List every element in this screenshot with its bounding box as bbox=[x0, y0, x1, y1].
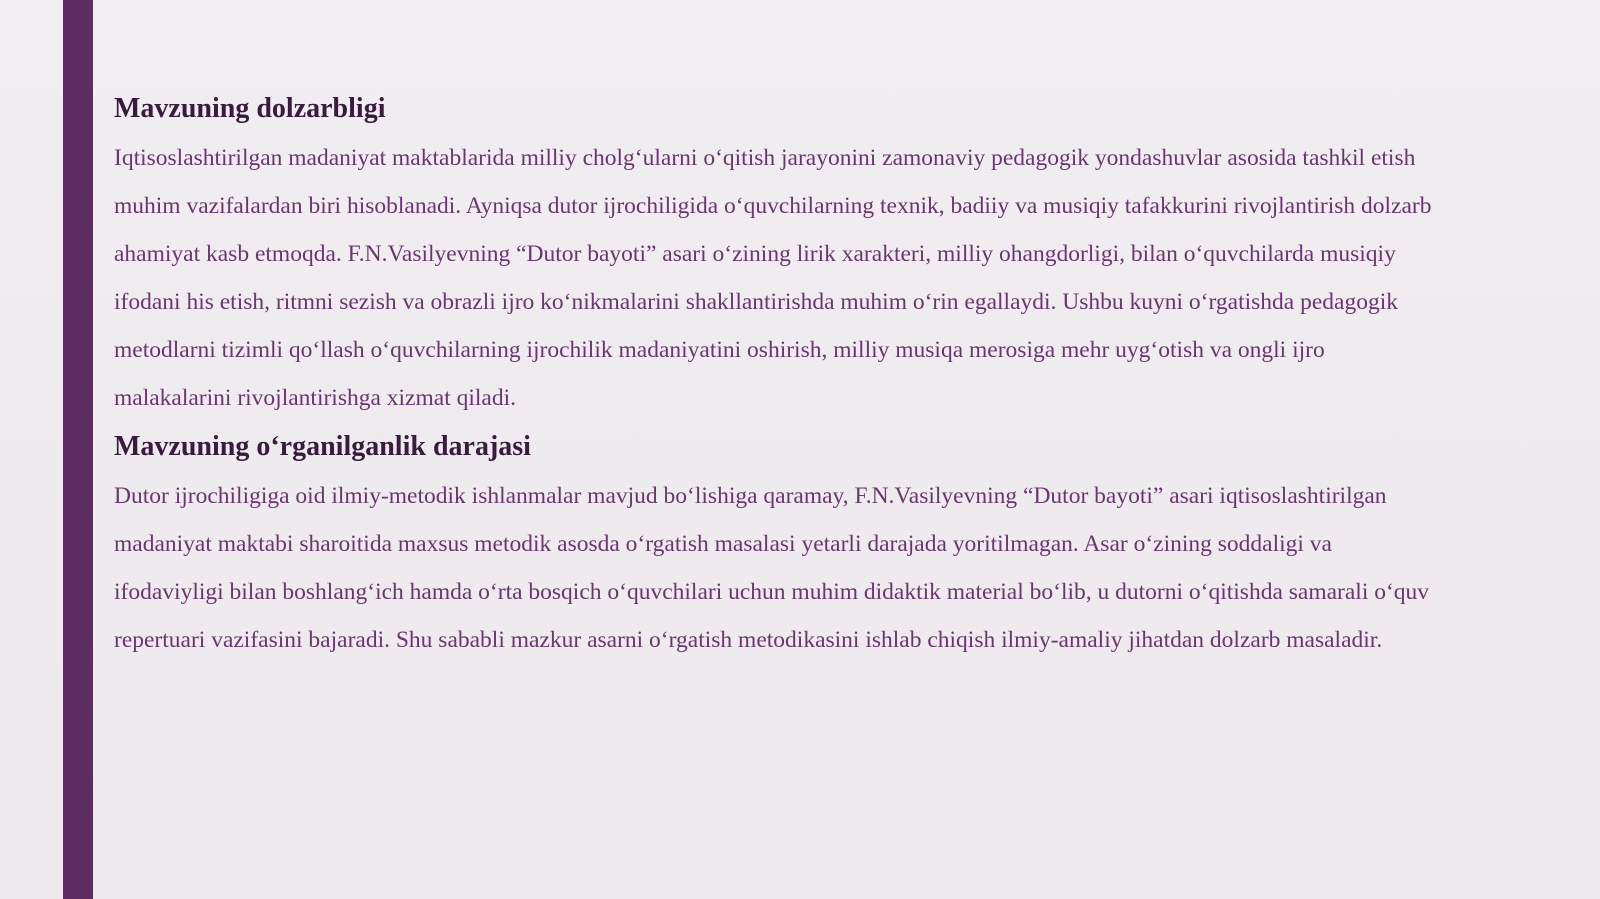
section-body-research-level: Dutor ijrochiligiga oid ilmiy-metodik ishlanmalar mavjud bo‘lishiga qaramay, F.N.Vasilyevning “Dutor bayoti” asari iqtisoslashtirilgan madaniyat maktabi sharoitida maxsus metodik asosda o‘rgatish masalasi yetarli darajada yoritilmagan. Asar o‘zining soddaligi va ifodaviyligi bilan boshlang‘ich hamda o‘rta bosqich o‘quvchilari uchun muhim didaktik material bo‘lib, u dutorni o‘qitishda samarali o‘quv repertuari vazifasini bajaradi. Shu sababli mazkur asarni o‘rgatish metodikasini ishlab chiqish ilmiy-amaliy jihatdan dolzarb masaladir. bbox=[114, 483, 1430, 653]
section-body-relevance: Iqtisoslashtirilgan madaniyat maktablarida milliy cholg‘ularni o‘qitish jarayonini zamonaviy pedagogik yondashuvlar asosida tashkil etish muhim vazifalardan biri hisoblanadi. Ayniqsa dutor ijrochiligida o‘quvchilarning texnik, badiiy va musiqiy tafakkurini rivojlantirish dolzarb ahamiyat kasb etmoqda. F.N.Vasilyevning “Dutor bayoti” asari o‘zining lirik xarakteri, milliy ohangdorligi, bilan o‘quvchilarda musiqiy ifodani his etish, ritmni sezish va obrazli ijro ko‘nikmalarini shakllantirishda muhim o‘rin egallaydi. Ushbu kuyni o‘rgatishda pedagogik metodlarni tizimli qo‘llash o‘quvchilarning ijrochilik madaniyatini oshirish, milliy musiqa merosiga mehr uyg‘otish va ongli ijro malakalarini rivojlantirishga xizmat qiladi. bbox=[114, 145, 1432, 411]
section-heading-relevance: Mavzuning dolzarbligi bbox=[114, 93, 386, 124]
slide-content bbox=[114, 88, 1444, 664]
section-relevance bbox=[114, 88, 1444, 422]
section-research-level bbox=[114, 426, 1444, 664]
accent-bar bbox=[63, 0, 93, 899]
section-heading-research-level: Mavzuning o‘rganilganlik darajasi bbox=[114, 431, 531, 462]
